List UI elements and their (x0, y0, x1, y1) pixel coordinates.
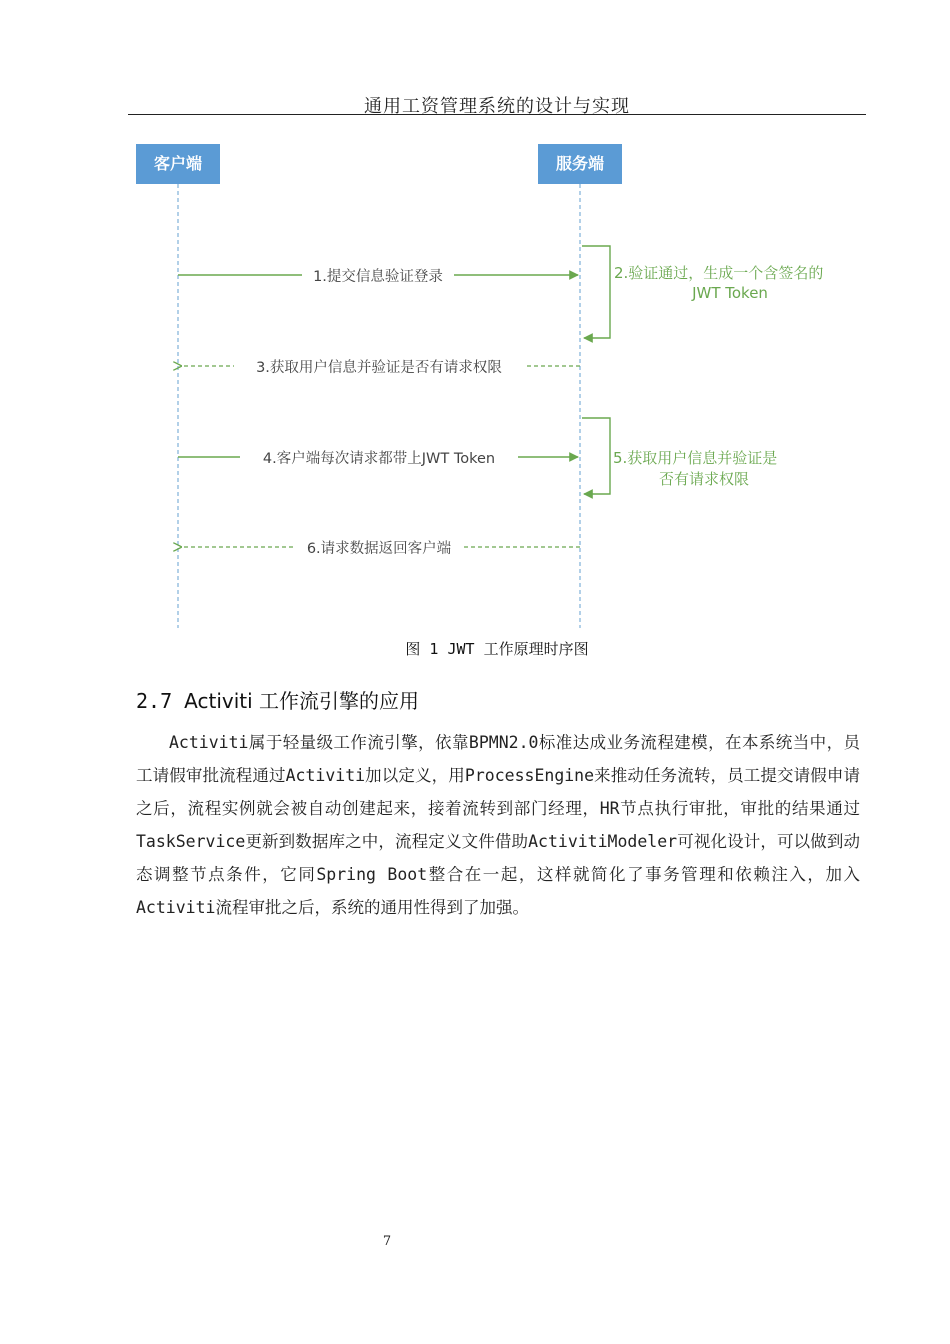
server-label: 服务端 (555, 154, 605, 173)
message-3-label: 3.获取用户信息并验证是否有请求权限 (256, 360, 502, 376)
section-heading (136, 685, 419, 714)
page-number: 7 (382, 1234, 392, 1249)
jwt-sequence-diagram (130, 138, 860, 632)
self-arrow-5 (582, 418, 610, 494)
message-4-label: 4.客户端每次请求都带上JWT Token (262, 451, 496, 467)
note-5-line1: 5.获取用户信息并验证是 (613, 449, 778, 467)
figure-caption: 图 1 JWT 工作原理时序图 (405, 640, 589, 658)
note-2-line2: JWT Token (692, 284, 768, 302)
self-arrow-2 (582, 246, 610, 338)
note-2-line1: 2.验证通过，生成一个含签名的 (614, 264, 824, 282)
client-label: 客户端 (153, 154, 203, 173)
note-5-line2: 否有请求权限 (658, 470, 750, 488)
section-number: 2.7 (136, 689, 173, 713)
header-rule (128, 114, 866, 115)
message-6-label: 6.请求数据返回客户端 (306, 541, 452, 557)
message-1-label: 1.提交信息验证登录 (313, 269, 443, 285)
running-header: 通用工资管理系统的设计与实现 (364, 96, 630, 117)
body-paragraph: Activiti属于轻量级工作流引擎，依靠BPMN2.0标准达成业务流程建模，在本系统当中，员工请假审批流程通过Activiti加以定义，用ProcessEngine来推动任务流转，员工提交请假申请之后，流程实例就会被自动创建起来，接着流转到部门经理，HR节点执行审批，审批的结果通过TaskService更新到数据库之中，流程定义文件借助ActivitiModeler可视化设计，可以做到动态调整节点条件，它同Spring Boot整合在一起，这样就简化了事务管理和依赖注入，加入Activiti流程审批之后，系统的通用性得到了加强。 (136, 733, 860, 917)
section-title: Activiti 工作流引擎的应用 (184, 689, 420, 713)
